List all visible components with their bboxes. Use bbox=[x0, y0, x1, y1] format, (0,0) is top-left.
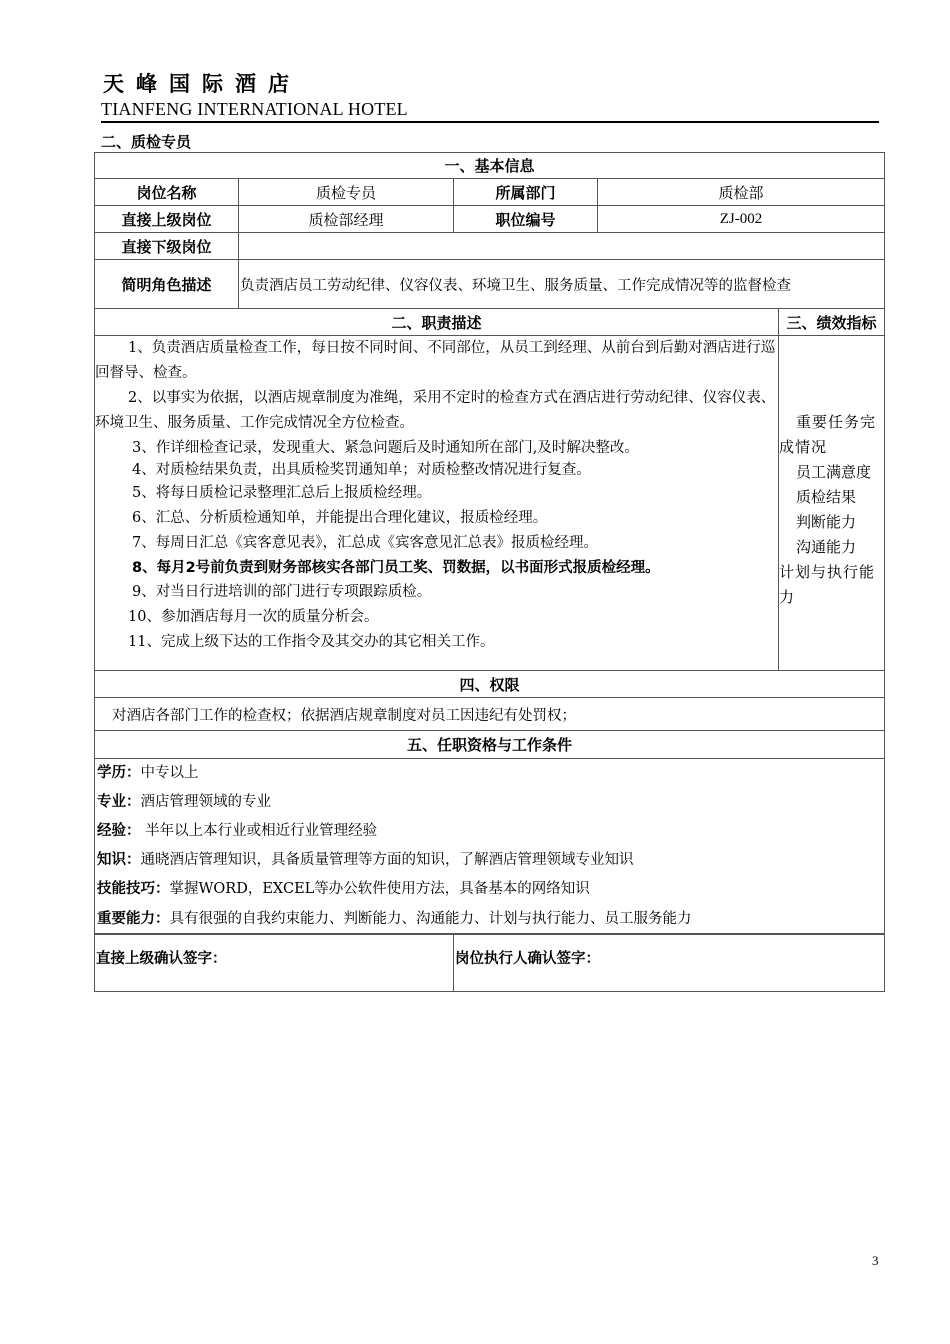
superior-value: 质检部经理 bbox=[238, 205, 454, 233]
qual-ability-value: 具有很强的自我约束能力、判断能力、沟通能力、计划与执行能力、员工服务能力 bbox=[169, 911, 692, 927]
duty-item: 9、对当日行进培训的部门进行专项跟踪质检。 bbox=[132, 584, 432, 600]
qual-ability-label: 重要能力： bbox=[97, 911, 170, 927]
duties-header: 二、职责描述 bbox=[94, 308, 779, 336]
holder-signature-label: 岗位执行人确认签字： bbox=[455, 951, 600, 967]
qual-knowledge-value: 通晓酒店管理知识，具备质量管理等方面的知识，了解酒店管理领域专业知识 bbox=[140, 852, 634, 868]
kpi-item: 重要任务完成情况 bbox=[779, 413, 877, 456]
qual-skills-value: 掌握WORD，EXCEL等办公软件使用方法，具备基本的网络知识 bbox=[169, 881, 590, 897]
duty-item-highlighted: 8、每月2号前负责到财务部核实各部门员工奖、罚数据，以书面形式报质检经理。 bbox=[132, 560, 660, 576]
qualifications-header: 五、任职资格与工作条件 bbox=[94, 730, 885, 759]
qual-major-label: 专业： bbox=[97, 794, 141, 810]
duty-item: 1、负责酒店质量检查工作，每日按不同时间、不同部位，从员工到经理、从前台到后勤对酒店进行巡回督导、检查。 bbox=[95, 340, 776, 381]
kpi-item: 质检结果 bbox=[796, 488, 857, 506]
duty-item: 5、将每日质检记录整理汇总后上报质检经理。 bbox=[132, 485, 432, 501]
qual-ability bbox=[97, 907, 692, 928]
qual-education bbox=[97, 761, 199, 782]
qual-education-label: 学历： bbox=[97, 765, 141, 781]
duty-item: 10、参加酒店每月一次的质量分析会。 bbox=[128, 609, 379, 625]
subordinate-value bbox=[238, 232, 885, 260]
qual-experience bbox=[97, 819, 377, 840]
job-description-table bbox=[94, 152, 885, 992]
qual-major-value: 酒店管理领域的专业 bbox=[140, 794, 271, 810]
qual-knowledge bbox=[97, 848, 634, 869]
qual-education-value: 中专以上 bbox=[140, 765, 199, 781]
header-divider bbox=[101, 121, 879, 123]
duty-item: 3、作详细检查记录，发现重大、紧急问题后及时通知所在部门,及时解决整改。 bbox=[132, 440, 639, 456]
qual-experience-value: 半年以上本行业或相近行业管理经验 bbox=[140, 823, 378, 839]
role-label: 简明角色描述 bbox=[94, 259, 239, 309]
duty-item: 11、完成上级下达的工作指令及其交办的其它相关工作。 bbox=[128, 634, 495, 650]
role-value: 负责酒店员工劳动纪律、仪容仪表、环境卫生、服务质量、工作完成情况等的监督检查 bbox=[238, 259, 885, 309]
qual-knowledge-label: 知识： bbox=[97, 852, 141, 868]
duty-item: 4、对质检结果负责，出具质检奖罚通知单；对质检整改情况进行复查。 bbox=[132, 462, 591, 478]
kpi-item: 沟通能力 bbox=[796, 538, 857, 556]
authority-text: 对酒店各部门工作的检查权；依据酒店规章制度对员工因违纪有处罚权； bbox=[94, 697, 885, 731]
kpi-item: 员工满意度 bbox=[796, 463, 872, 481]
qual-experience-label: 经验： bbox=[97, 823, 141, 839]
holder-signature-cell bbox=[453, 933, 885, 992]
kpi-item: 计划与执行能力 bbox=[779, 563, 876, 606]
subordinate-label: 直接下级岗位 bbox=[94, 232, 239, 260]
position-value: 质检专员 bbox=[238, 178, 454, 206]
section-title: 二、质检专员 bbox=[101, 133, 192, 151]
code-value: ZJ-002 bbox=[597, 205, 885, 233]
duties-body bbox=[94, 335, 779, 671]
qual-skills bbox=[97, 877, 590, 898]
qualifications-body bbox=[94, 758, 885, 934]
superior-signature-cell bbox=[94, 933, 454, 992]
page-number: 3 bbox=[872, 1253, 879, 1268]
basic-info-header: 一、基本信息 bbox=[94, 152, 885, 179]
duty-item: 6、汇总、分析质检通知单，并能提出合理化建议，报质检经理。 bbox=[132, 510, 548, 526]
duty-item: 7、每周日汇总《宾客意见表》，汇总成《宾客意见汇总表》报质检经理。 bbox=[132, 535, 598, 551]
kpi-body bbox=[778, 335, 885, 671]
kpi-header: 三、绩效指标 bbox=[778, 308, 885, 336]
duty-item: 2、以事实为依据，以酒店规章制度为准绳，采用不定时的检查方式在酒店进行劳动纪律、仪容仪表、环境卫生、服务质量、工作完成情况全方位检查。 bbox=[95, 390, 776, 431]
hotel-name-english: TIANFENG INTERNATIONAL HOTEL bbox=[101, 99, 408, 119]
qual-skills-label: 技能技巧： bbox=[97, 881, 170, 897]
position-label: 岗位名称 bbox=[94, 178, 239, 206]
code-label: 职位编号 bbox=[453, 205, 598, 233]
superior-signature-label: 直接上级确认签字： bbox=[96, 951, 227, 967]
hotel-name-chinese: 天峰国际酒店 bbox=[103, 72, 301, 96]
dept-label: 所属部门 bbox=[453, 178, 598, 206]
authority-header: 四、权限 bbox=[94, 670, 885, 698]
dept-value: 质检部 bbox=[597, 178, 885, 206]
kpi-item: 判断能力 bbox=[796, 513, 857, 531]
qual-major bbox=[97, 790, 271, 811]
superior-label: 直接上级岗位 bbox=[94, 205, 239, 233]
